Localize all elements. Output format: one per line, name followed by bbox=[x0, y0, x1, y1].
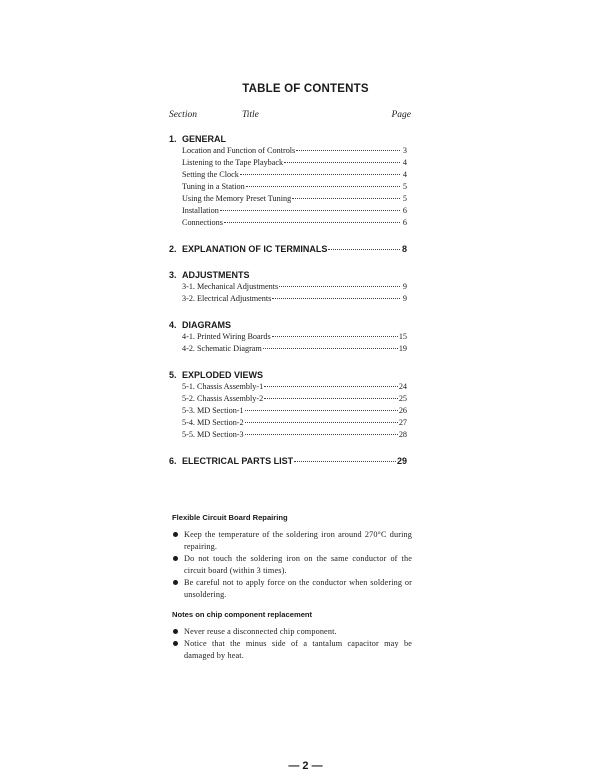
section-number: 1. bbox=[169, 134, 177, 144]
dot-leader bbox=[296, 150, 400, 151]
dot-leader bbox=[292, 198, 400, 199]
entry-page-number: 6 bbox=[402, 218, 407, 227]
toc-entry bbox=[182, 293, 407, 305]
chip-replacement-notes bbox=[172, 610, 412, 662]
entry-title: 5-2. Chassis Assembly-2 bbox=[182, 394, 264, 403]
page-number: — 2 — bbox=[288, 760, 323, 772]
bullet-icon bbox=[172, 638, 184, 662]
entry-page-number: 4 bbox=[402, 170, 407, 179]
toc-entry bbox=[182, 381, 407, 393]
bullet-icon bbox=[172, 529, 184, 553]
entry-page-number: 25 bbox=[398, 394, 407, 403]
entry-title: Using the Memory Preset Tuning bbox=[182, 194, 292, 203]
flexible-repair-notes bbox=[172, 513, 412, 601]
toc-section bbox=[169, 243, 407, 255]
entry-title: Tuning in a Station bbox=[182, 182, 245, 191]
entry-page-number: 5 bbox=[402, 194, 407, 203]
entry-page-number: 3 bbox=[402, 146, 407, 155]
dot-leader bbox=[279, 286, 400, 287]
entry-title: Setting the Clock bbox=[182, 170, 239, 179]
section-number: 2. bbox=[169, 244, 177, 254]
toc-entry bbox=[182, 343, 407, 355]
chip-notes-title: Notes on chip component replacement bbox=[172, 610, 313, 619]
toc-section-heading bbox=[169, 369, 407, 381]
note-item bbox=[172, 626, 412, 638]
note-item-text: Do not touch the soldering iron on the same conductor of the circuit board (within 3 times). bbox=[184, 554, 412, 575]
toc-entry bbox=[182, 393, 407, 405]
bullet-icon bbox=[172, 577, 184, 601]
section-title: ELECTRICAL PARTS LIST bbox=[182, 456, 294, 466]
dot-leader bbox=[220, 210, 400, 211]
section-title: EXPLODED VIEWS bbox=[182, 370, 264, 380]
toc-list bbox=[169, 133, 407, 481]
toc-entry bbox=[182, 281, 407, 293]
entry-page-number: 24 bbox=[398, 382, 407, 391]
dot-leader bbox=[245, 422, 398, 423]
note-item bbox=[172, 638, 412, 662]
chip-notes-list bbox=[172, 626, 412, 662]
entry-page-number: 26 bbox=[398, 406, 407, 415]
section-number: 6. bbox=[169, 456, 177, 466]
bullet-icon bbox=[172, 553, 184, 577]
toc-section-heading bbox=[169, 269, 407, 281]
note-item bbox=[172, 529, 412, 553]
entry-title: 3-2. Electrical Adjustments bbox=[182, 294, 272, 303]
dot-leader bbox=[284, 162, 400, 163]
toc-entry bbox=[182, 429, 407, 441]
dot-leader bbox=[246, 186, 400, 187]
toc-section bbox=[169, 455, 407, 467]
dot-leader bbox=[272, 336, 398, 337]
note-item-text: Never reuse a disconnected chip component. bbox=[184, 627, 337, 636]
toc-entry bbox=[182, 331, 407, 343]
entry-title: 5-4. MD Section-2 bbox=[182, 418, 244, 427]
entry-title: Listening to the Tape Playback bbox=[182, 158, 284, 167]
section-title: GENERAL bbox=[182, 134, 227, 144]
entry-title: 5-3. MD Section-1 bbox=[182, 406, 244, 415]
dot-leader bbox=[294, 461, 396, 462]
entry-title: Installation bbox=[182, 206, 219, 215]
toc-entry bbox=[182, 405, 407, 417]
toc-section bbox=[169, 369, 407, 441]
entry-title: 5-1. Chassis Assembly-1 bbox=[182, 382, 264, 391]
toc-entry bbox=[182, 217, 407, 229]
note-item bbox=[172, 577, 412, 601]
section-title: EXPLANATION OF IC TERMINALS bbox=[182, 244, 328, 254]
toc-section bbox=[169, 269, 407, 305]
entry-title: 3-1. Mechanical Adjustments bbox=[182, 282, 279, 291]
entry-page-number: 5 bbox=[402, 182, 407, 191]
toc-entry bbox=[182, 205, 407, 217]
toc-entry bbox=[182, 169, 407, 181]
bullet-icon bbox=[172, 626, 184, 638]
entry-title: Connections bbox=[182, 218, 223, 227]
dot-leader bbox=[264, 386, 398, 387]
toc-section bbox=[169, 133, 407, 229]
column-header-section: Section bbox=[169, 110, 197, 120]
section-number: 5. bbox=[169, 370, 177, 380]
toc-section-heading bbox=[169, 243, 407, 255]
toc-entry bbox=[182, 157, 407, 169]
note-item-text: Be careful not to apply force on the conductor when soldering or unsoldering. bbox=[184, 578, 412, 599]
dot-leader bbox=[224, 222, 400, 223]
dot-leader bbox=[245, 434, 398, 435]
entry-title: 4-1. Printed Wiring Boards bbox=[182, 332, 271, 341]
dot-leader bbox=[264, 398, 398, 399]
toc-section bbox=[169, 319, 407, 355]
dot-leader bbox=[245, 410, 398, 411]
note-item bbox=[172, 553, 412, 577]
flexible-repair-title: Flexible Circuit Board Repairing bbox=[172, 513, 288, 522]
note-item-text: Notice that the minus side of a tantalum capacitor may be damaged by heat. bbox=[184, 639, 412, 660]
section-title: ADJUSTMENTS bbox=[182, 270, 250, 280]
entry-title: Location and Function of Controls bbox=[182, 146, 296, 155]
section-number: 3. bbox=[169, 270, 177, 280]
column-header-page: Page bbox=[391, 110, 411, 120]
section-page-number: 29 bbox=[396, 456, 407, 466]
toc-entry bbox=[182, 181, 407, 193]
dot-leader bbox=[328, 249, 400, 250]
entry-title: 5-5. MD Section-3 bbox=[182, 430, 244, 439]
entry-page-number: 27 bbox=[398, 418, 407, 427]
entry-title: 4-2. Schematic Diagram bbox=[182, 344, 262, 353]
entry-page-number: 6 bbox=[402, 206, 407, 215]
entry-page-number: 9 bbox=[402, 282, 407, 291]
entry-page-number: 28 bbox=[398, 430, 407, 439]
column-header-title: Title bbox=[242, 110, 259, 120]
toc-section-heading bbox=[169, 133, 407, 145]
section-number: 4. bbox=[169, 320, 177, 330]
toc-title: TABLE OF CONTENTS bbox=[242, 83, 369, 95]
section-page-number: 8 bbox=[401, 244, 407, 254]
dot-leader bbox=[272, 298, 400, 299]
flexible-repair-list bbox=[172, 529, 412, 601]
dot-leader bbox=[240, 174, 400, 175]
toc-entry bbox=[182, 193, 407, 205]
entry-page-number: 9 bbox=[402, 294, 407, 303]
entry-page-number: 15 bbox=[398, 332, 407, 341]
entry-page-number: 19 bbox=[398, 344, 407, 353]
toc-entry bbox=[182, 417, 407, 429]
toc-section-heading bbox=[169, 319, 407, 331]
section-title: DIAGRAMS bbox=[182, 320, 231, 330]
entry-page-number: 4 bbox=[402, 158, 407, 167]
note-item-text: Keep the temperature of the soldering iron around 270°C during repairing. bbox=[184, 530, 412, 551]
toc-section-heading bbox=[169, 455, 407, 467]
toc-entry bbox=[182, 145, 407, 157]
dot-leader bbox=[263, 348, 398, 349]
